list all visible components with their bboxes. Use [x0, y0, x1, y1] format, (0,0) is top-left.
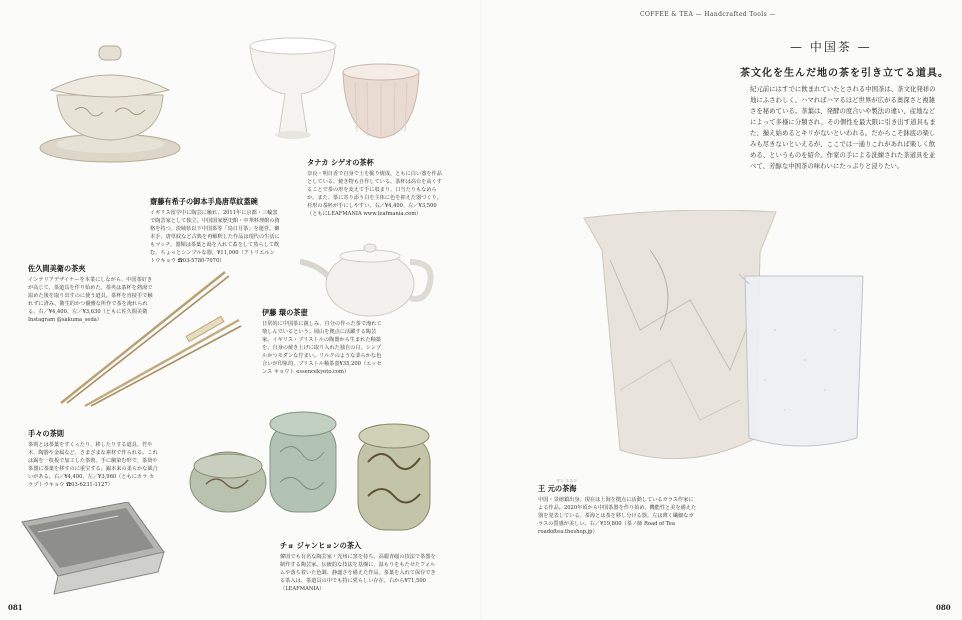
caption-tongs-heading: 佐久間美衛の茶夾	[28, 264, 86, 273]
caption-teapot-heading: 伊藤 環の茶壺	[262, 308, 308, 317]
tea-caddies-image	[188, 392, 438, 537]
caption-teacup-body: 奈良・明日香で自身で土を掘り焼成。ともに白い器を作品としている。焼き物も自作している。茶杯は高台を高くすることで茶の形を変えて手に収まり、口当たりもなめらか。また、茶に寄り添う白を主体に色を抑えた器づくり。杉形の茶杯が手にしやすい。右／¥4,400、左／¥3,500（ともにLEAFMANIA www.leafmania.com）	[307, 171, 442, 217]
caption-scoop-body: 茶則とは茶葉をすくったり、移したりする道具。竹や木、陶器や金属など、さまざまな素材で作られる。これは錫を一枚板で加工した茶則。手に馴染む形で、茶筒や茶器に茶葉を移すのに重宝する。錫本来の柔らかな風合いがある。右／¥4,400、左／¥3,960（ともにカラ カラプトウキョウ ☎03-6231-1127）	[28, 442, 158, 488]
glass-beaker-image	[735, 270, 870, 452]
caption-caddies-body: 韓国でも有名な陶芸家・光州に窯を持ち、高麗青磁の技法で茶器を制作する陶芸家。伝統的な技法を基盤に、温もりをもたせたフォルムや落ち着いた色調、静謐さを備えた作品。茶葉を入れて保存できる茶入は、茶道具の中でも特に愛らしい存在。右から¥71,500（LEAFMANIA）	[280, 554, 436, 592]
tea-scoop-image	[18, 502, 166, 596]
intro-paragraph: 紀元前にはすでに飲まれていたとされる中国茶は、茶文化発祥の地にふさわしく、ハマればハマるほど世界が広がる奥深さと複雑さを秘めている。茶葉は、発酵の度合いや製法の違い、産地などによって多様に分類され、その個性を最大限に引き出す道具もまた、撮え始めるとキリがないといわれる。だからこそ鉢底の楽しみも尽きないといえるが、ここでは一通りこれがあれば楽しく飲める、というものを紹介。作家の手による洗練された茶道具を並べて、芳醇な中国茶の味わいにたっぷりと浸りたい。	[750, 85, 936, 170]
caption-scoop-heading: 手々の茶則	[28, 429, 64, 438]
caption-pitcher-body: 中国・景徳鎮出身。現在は上海を拠点に活動しているガラス作家による作品。2020年頃から中国茶器を作り始め、機能性と美を備えた器を発表している。茶海とは茶を移し分ける器。左は薄く繊細なガラスの質感が美しい。右／¥19,800（茶ノ師 Road of Tea roadoftea.theshop.jp）	[538, 497, 697, 535]
running-head: COFFEE & TEA — Handcrafted Tools —	[640, 11, 776, 18]
caption-teacup	[307, 157, 447, 218]
caption-gaiwan-heading: 齋藤有希子の御本手鳥唐草紋蓋碗	[150, 197, 258, 206]
page-number-right: 080	[936, 603, 951, 612]
caption-caddies-heading: チョ ジャンヒョンの茶入	[280, 541, 362, 550]
page-gutter	[480, 0, 482, 620]
caption-pitcher	[538, 478, 698, 536]
caption-gaiwan	[150, 196, 280, 265]
caption-teapot	[262, 307, 382, 376]
caption-pitcher-heading: 王 元の茶海	[538, 484, 577, 493]
lead-headline: 茶文化を生んだ地の茶を引き立てる道具。	[740, 68, 949, 79]
teacups-image	[245, 34, 420, 149]
caption-teapot-body: 日常的に中国茶に親しみ、自分の作った茶で淹れて楽しんでいるという。岡山を拠点に活躍する陶芸家。イギリス・ブリストルの陶器から生まれた釉薬を、自身の焼き上げに取り入れた独自の白。シンプルかつモダンな佇まい。リルクのような柔らかな色合いが印象的。ブリストル釉茶壺¥35,200（エッセンス キョウト essencekyoto.com）	[262, 321, 382, 375]
caption-gaiwan-body: イギリス留学中に陶芸に触れ、2011年に京都・三輪窯で陶芸家として独立。中国国家歴史館・中華料理館の資格を持つ。茨城県以下中国茶等「鳥日月茶」を運営。御本手、唐草紋など古典を再解釈した作品は現代の生活にもマッチ。器類は茶葉と湯を入れて蓋をして蒸らして飲む。ちょっとシンプルな器。¥11,000（アトリエルン トウキョウ ☎03-5780-7070）	[150, 210, 280, 264]
caption-teacup-heading: タナカ シゲオの茶杯	[307, 158, 374, 167]
caption-caddies	[280, 540, 440, 593]
caption-tongs	[28, 263, 153, 324]
caption-scoop	[28, 428, 158, 489]
page-number-left: 081	[8, 603, 23, 612]
caption-pitcher-ruby: ワン ユエン	[556, 478, 578, 483]
section-title: — 中国茶 —	[790, 40, 872, 54]
caption-tongs-body: インテリアデザイナーを本業にしながら、中国茶好きが高じて、茶道具を作り始めた。茶夾は茶杯を熱湯で温めた後を取り出すのに使う道具。茶杯を直接手で触れずに済み、衛生的かつ優雅な所作で茶を淹れられる。右／¥4,400、左／¥3,630（ともに佐久間美衛 Instagram @sakuma_seda）	[28, 277, 153, 323]
gaiwan-image	[35, 40, 185, 165]
